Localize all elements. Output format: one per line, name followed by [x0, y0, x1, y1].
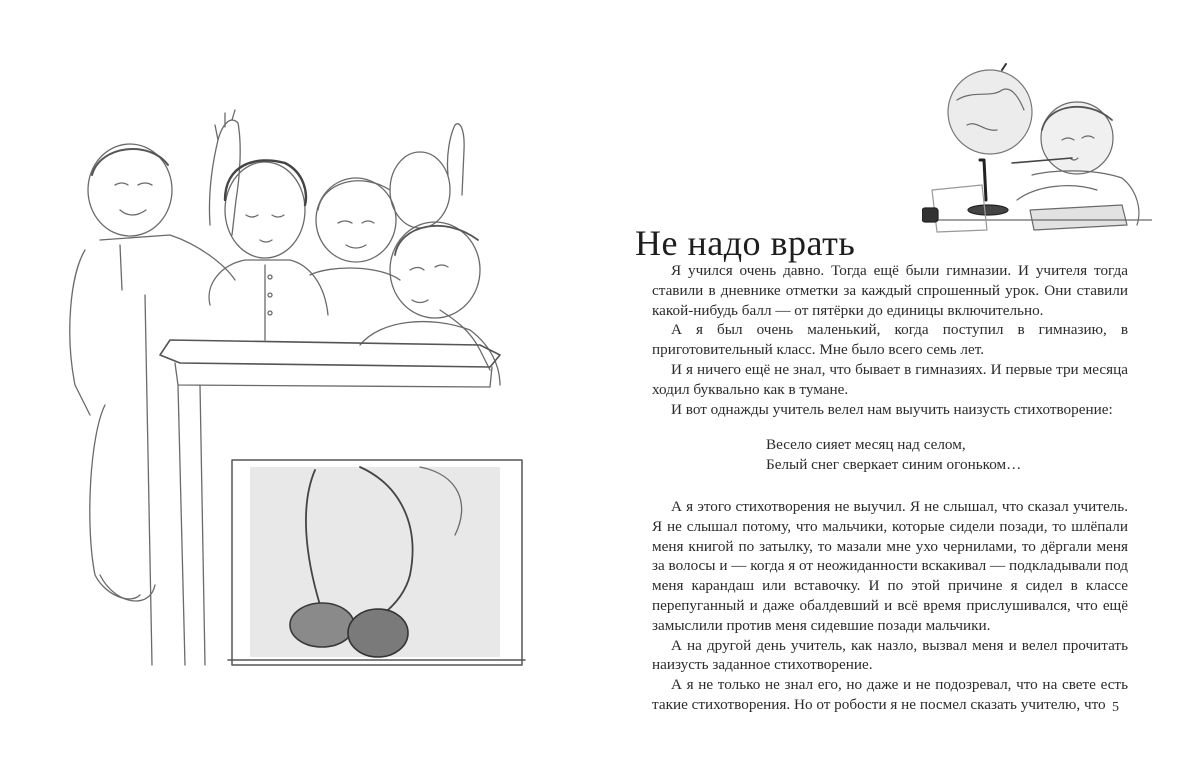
page-number: 5: [1112, 700, 1119, 715]
chapter-title: Не надо врать: [635, 223, 856, 263]
paragraph: А на другой день учитель, как назло, вызвал меня и велел прочитать наизусть заданное стихотворение.: [652, 636, 1128, 674]
paragraph: А я был очень маленький, когда поступил в гимназию, в приготовительный класс. Мне было всего семь лет.: [652, 321, 1128, 359]
story-body-text: [652, 261, 1128, 715]
right-page: [600, 0, 1200, 781]
poem-quote: [652, 435, 1128, 475]
paragraph: И я ничего ещё не знал, что бывает в гимназиях. И первые три месяца ходил буквально как в тумане.: [652, 360, 1128, 398]
poem-line: Весело сияет месяц над селом,: [766, 436, 966, 454]
classroom-sketch-icon: [60, 105, 530, 670]
classroom-illustration: [60, 105, 530, 670]
paragraph: И вот однажды учитель велел нам выучить наизусть стихотворение:: [671, 400, 1113, 418]
paragraph: Я учился очень давно. Тогда ещё были гимназии. И учителя тогда ставили в дневнике отметки за каждый спрошенный урок. Они ставили какой-нибудь балл — от пятёрки до единицы включительно.: [652, 262, 1128, 319]
globe-boy-illustration: [922, 60, 1152, 240]
poem-line: Белый снег сверкает синим огоньком…: [766, 456, 1022, 474]
paragraph: А я не только не знал его, но даже и не подозревал, что на свете есть такие стихотворения. Но от робости я не посмел сказать учителю, что: [652, 676, 1128, 713]
globe-sketch-icon: [922, 60, 1152, 240]
paragraph: А я этого стихотворения не выучил. Я не слышал, что сказал учитель. Я не слышал потому, что мальчики, которые сидели позади, то шлёпали меня книгой по затылку, то мазали мне ухо чернилами, то дёргали меня за волосы и — когда я от неожиданности вскакивал — подкладывали под меня карандаш или вставочку. И по этой причине я сидел в классе перепуганный и даже обалдевший и всё время прислушивался, что ещё замыслили против меня сидевшие позади мальчики.: [652, 497, 1128, 634]
